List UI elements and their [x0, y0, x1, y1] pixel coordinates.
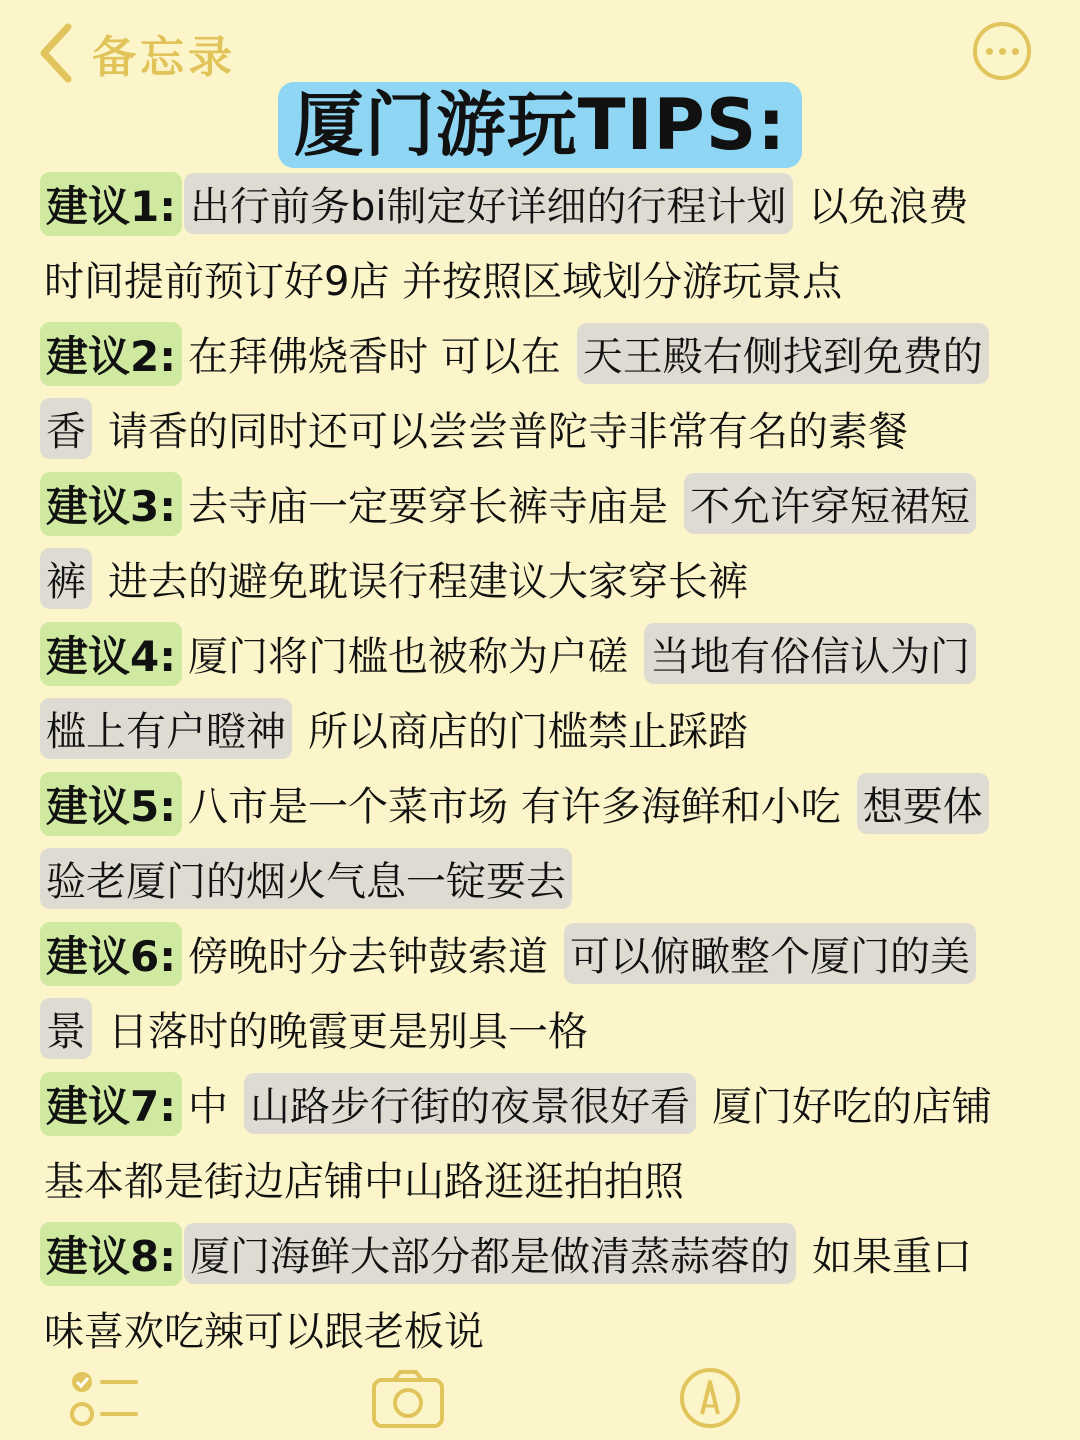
tip-line [40, 466, 1050, 541]
highlighted-text: 不允许穿短裙短 [684, 473, 976, 534]
checklist-icon [64, 1364, 144, 1428]
highlighted-text: 出行前务bi制定好详细的行程计划 [184, 173, 793, 234]
pen-markup-icon [678, 1366, 742, 1430]
more-options-button[interactable] [973, 22, 1031, 80]
note-body[interactable] [40, 166, 1050, 1366]
chevron-left-icon [36, 21, 76, 85]
tip-4 [40, 616, 1050, 766]
markup-button[interactable] [678, 1366, 742, 1430]
tip-text: 傍晚时分去钟鼓索道 [188, 934, 549, 980]
highlighted-text: 香 [40, 398, 92, 459]
tip-line [40, 991, 1050, 1066]
highlighted-text: 景 [40, 998, 92, 1059]
tip-8 [40, 1216, 1050, 1366]
tip-text: 进去的避免耽误行程建议大家穿长裤 [108, 559, 748, 605]
highlighted-text: 想要体 [857, 773, 989, 834]
tip-7 [40, 1066, 1050, 1216]
tip-text: 基本都是街边店铺中山路逛逛拍拍照 [44, 1159, 684, 1205]
camera-button[interactable] [370, 1368, 446, 1432]
camera-icon [370, 1368, 446, 1432]
tip-3 [40, 466, 1050, 616]
highlighted-text: 验老厦门的烟火气息一锭要去 [40, 848, 572, 909]
tip-line [40, 541, 1050, 616]
tip-label: 建议4: [40, 622, 182, 686]
highlighted-text: 裤 [40, 548, 92, 609]
tip-text: 味喜欢吃辣可以跟老板说 [44, 1309, 484, 1355]
tip-line [40, 316, 1050, 391]
tip-line [40, 916, 1050, 991]
tip-text: 八市是一个菜市场 有许多海鲜和小吃 [188, 784, 841, 830]
tip-line [40, 166, 1050, 241]
tip-label: 建议1: [40, 172, 182, 236]
tip-label: 建议6: [40, 922, 182, 986]
back-button[interactable] [36, 18, 236, 88]
tip-text: 如果重口 [812, 1234, 973, 1280]
back-label: 备忘录 [92, 32, 236, 83]
tip-line [40, 1291, 1050, 1366]
highlighted-text: 当地有俗信认为门 [644, 623, 976, 684]
tip-text: 所以商店的门槛禁止踩踏 [308, 709, 748, 755]
tip-line [40, 1066, 1050, 1141]
highlighted-text: 山路步行街的夜景很好看 [244, 1073, 696, 1134]
tip-text: 时间提前预订好9店 并按照区域划分游玩景点 [44, 259, 843, 305]
tip-line [40, 391, 1050, 466]
tip-text: 厦门将门槛也被称为户磋 [188, 634, 629, 680]
highlighted-text: 槛上有户瞪神 [40, 698, 292, 759]
tip-label: 建议5: [40, 772, 182, 836]
note-title[interactable]: 厦门游玩TIPS: [278, 82, 803, 168]
checklist-button[interactable] [64, 1364, 144, 1428]
tip-label: 建议7: [40, 1072, 182, 1136]
tip-6 [40, 916, 1050, 1066]
tip-line [40, 241, 1050, 316]
tip-text: 去寺庙一定要穿长裤寺庙是 [188, 484, 669, 530]
highlighted-text: 天王殿右侧找到免费的 [577, 323, 989, 384]
highlighted-text: 可以俯瞰整个厦门的美 [564, 923, 976, 984]
tip-label: 建议2: [40, 322, 182, 386]
tip-5 [40, 766, 1050, 916]
tip-2 [40, 316, 1050, 466]
highlighted-text: 厦门海鲜大部分都是做清蒸蒜蓉的 [184, 1223, 796, 1284]
note-title-row [0, 82, 1080, 168]
tip-line [40, 766, 1050, 841]
tip-line [40, 1216, 1050, 1291]
bottom-toolbar [0, 1360, 1080, 1440]
tip-text: 厦门好吃的店铺 [712, 1084, 993, 1130]
tip-line [40, 1141, 1050, 1216]
tip-text: 在拜佛烧香时 可以在 [188, 334, 561, 380]
tip-line [40, 841, 1050, 916]
tip-label: 建议8: [40, 1222, 182, 1286]
tip-text: 日落时的晚霞更是别具一格 [108, 1009, 588, 1055]
tip-text: 请香的同时还可以尝尝普陀寺非常有名的素餐 [108, 409, 908, 455]
tip-label: 建议3: [40, 472, 182, 536]
tip-line [40, 691, 1050, 766]
tip-1 [40, 166, 1050, 316]
tip-text: 中 [188, 1084, 229, 1130]
ellipsis-icon [986, 48, 993, 55]
tip-text: 以免浪费 [808, 184, 969, 230]
tip-line [40, 616, 1050, 691]
